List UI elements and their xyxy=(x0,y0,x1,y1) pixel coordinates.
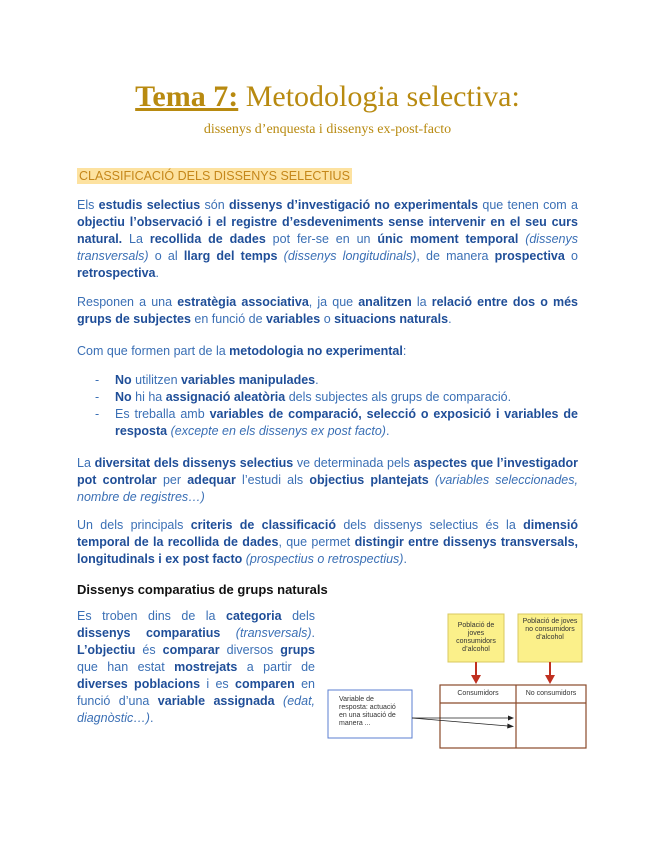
paragraph-classification: Un dels principals criteris de classificació dels dissenys selectius és la dimensió temporal de la recollida de dades, que permet distingir entre dissenys transversals, longitudinals i ex post facto (prospectius o retrospectius). xyxy=(77,518,578,566)
response-variable-label: Variable de resposta: actuació en una situació de manera ... xyxy=(339,696,396,727)
paragraph-methodology: Com que formen part de la metodologia no experimental: xyxy=(77,344,407,358)
page-title xyxy=(0,80,655,114)
arrow-head-nonconsumers xyxy=(545,675,555,684)
paragraph-comparative: Es troben dins de la categoria dels dissenys comparatius (transversals). L’objectiu és comparar diversos grups que han estat mostrejats a partir de diverses poblacions i es comparen en funció d’una variable assignada (edat, diagnòstic…). xyxy=(77,609,316,725)
list-item: - No hi ha assignació aleatòria dels subjectes als grups de comparació. xyxy=(95,390,512,404)
subsection-heading: Dissenys comparatius de grups naturals xyxy=(77,582,328,597)
population-label-consumers: Població de joves consumidors d’alcohol xyxy=(456,622,496,653)
population-label-nonconsumers: Població de joves no consumidors d’alcohol xyxy=(522,618,578,641)
pointer-arrow-2 xyxy=(412,718,508,726)
comparative-design-diagram xyxy=(327,605,589,755)
paragraph-strategy: Responen a una estratègia associativa, ja que analitzen la relació entre dos o més grups de subjectes en funció de variables o situacions naturals. xyxy=(77,295,578,326)
bullet-list xyxy=(77,372,578,440)
page-subtitle: dissenys d’enquesta i dissenys ex-post-facto xyxy=(203,122,452,137)
title-main: Metodologia selectiva: xyxy=(238,80,520,113)
pointer-arrow-head-1 xyxy=(508,716,514,721)
column-header-nonconsumers: No consumidors xyxy=(525,690,577,697)
list-item: - Es treballa amb variables de comparació, selecció o exposició i variables de resposta (excepte en els dissenys ex post facto). xyxy=(95,407,578,438)
list-item: - No utilitzen variables manipulades. xyxy=(95,373,319,387)
title-tema: Tema 7: xyxy=(135,80,239,113)
pointer-arrow-head-2 xyxy=(507,724,514,729)
arrow-head-consumers xyxy=(471,675,481,684)
column-header-consumers: Consumidors xyxy=(457,690,499,697)
section-heading: CLASSIFICACIÓ DELS DISSENYS SELECTIUS xyxy=(79,169,350,183)
paragraph-diversity: La diversitat dels dissenys selectius ve determinada pels aspectes que l’investigador pot controlar per adequar l’estudi als objectius plantejats (variables seleccionades, nombre de registres…) xyxy=(77,456,578,504)
paragraph-intro: Els estudis selectius són dissenys d’investigació no experimentals que tenen com a objectiu l’observació i el registre d’esdeveniments sense intervenir en el seu curs natural. La recollida de dades pot fer-se en un únic moment temporal (dissenys transversals) o al llarg del temps (dissenys longitudinals), de manera prospectiva o retrospectiva. xyxy=(77,198,578,280)
